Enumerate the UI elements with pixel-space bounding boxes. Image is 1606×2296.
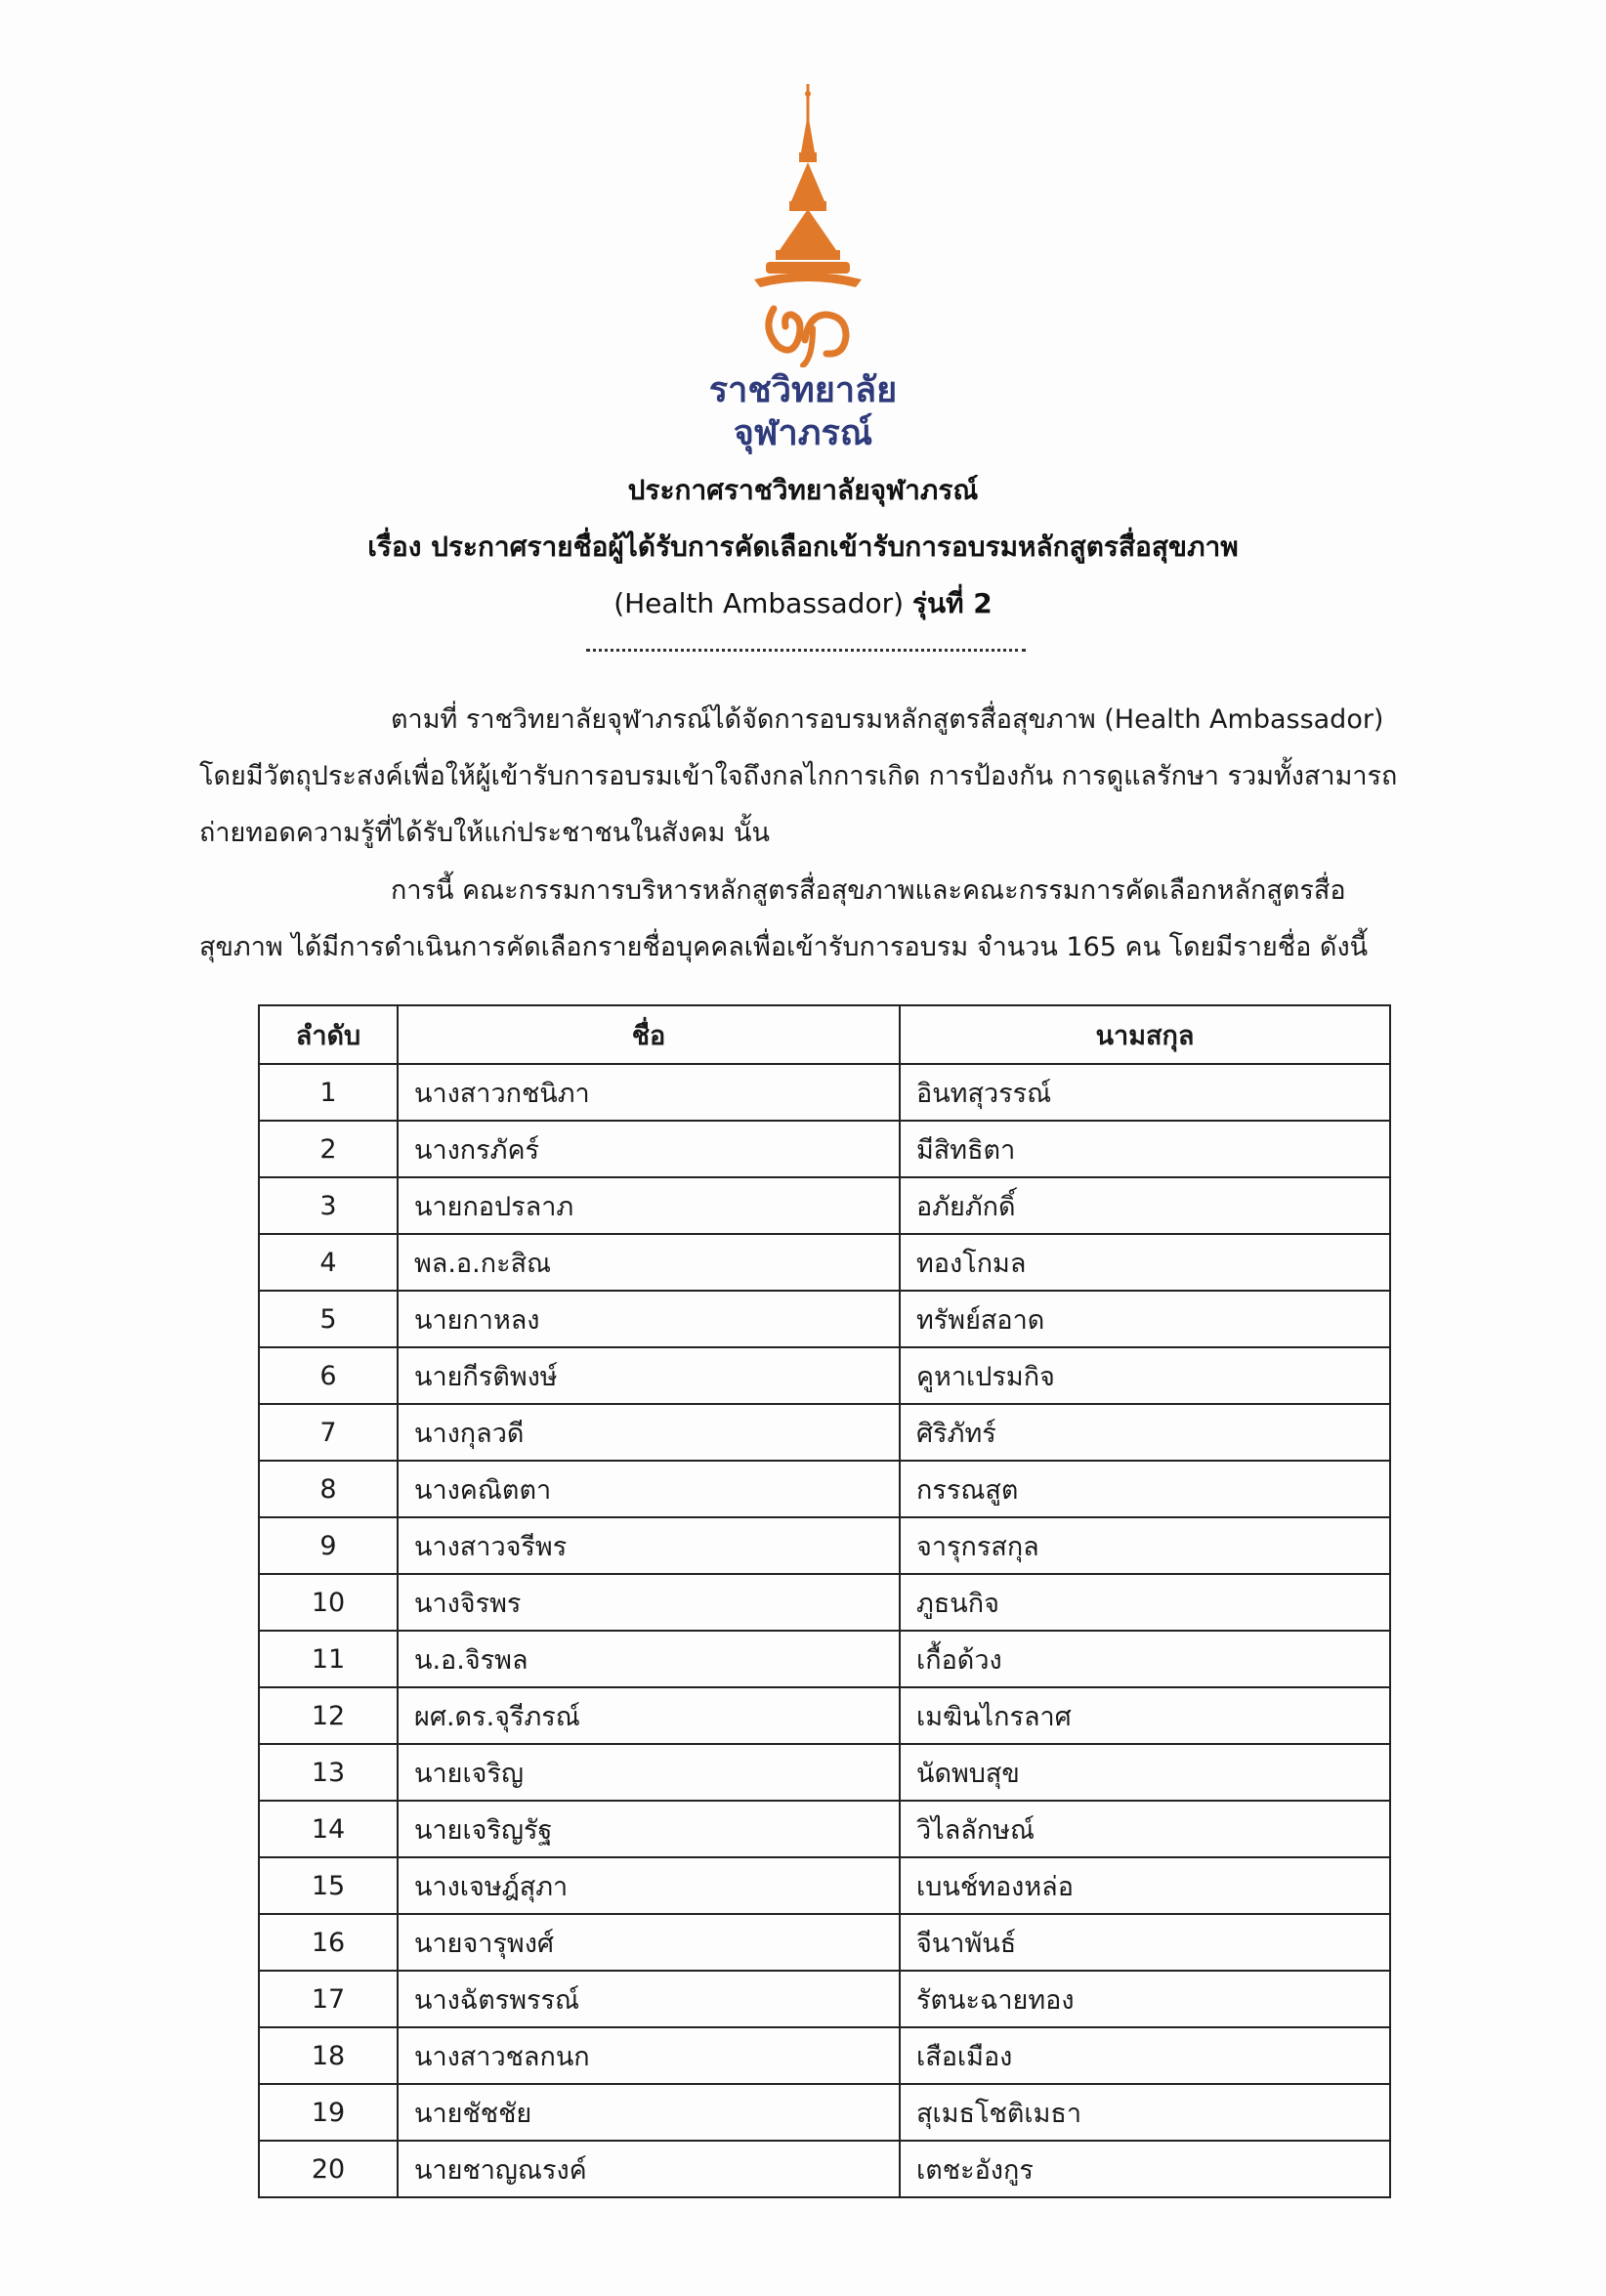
cell-no: 9 xyxy=(259,1517,398,1574)
cell-first-name: พล.อ.กะสิณ xyxy=(398,1234,900,1291)
cell-first-name: นางสาวกชนิภา xyxy=(398,1064,900,1121)
cell-first-name: นางสาวชลกนก xyxy=(398,2027,900,2084)
cell-last-name: ทรัพย์สอาด xyxy=(900,1291,1390,1347)
cell-last-name: อินทสุวรรณ์ xyxy=(900,1064,1390,1121)
cell-first-name: นางจิรพร xyxy=(398,1574,900,1631)
table-row xyxy=(259,2141,1390,2197)
table-row xyxy=(259,1971,1390,2027)
cell-last-name: รัตนะฉายทอง xyxy=(900,1971,1390,2027)
cell-last-name: เบนช์ทองหล่อ xyxy=(900,1857,1390,1914)
paragraph-1-line: ตามที่ ราชวิทยาลัยจุฬาภรณ์ได้จัดการอบรมหลักสูตรสื่อสุขภาพ (Health Ambassador) xyxy=(391,704,1384,735)
cell-no: 8 xyxy=(259,1461,398,1517)
paragraph-2 xyxy=(199,863,1420,976)
table-row xyxy=(259,1687,1390,1744)
header-no: ลำดับ xyxy=(259,1005,398,1064)
cell-first-name: นายจารุพงศ์ xyxy=(398,1914,900,1971)
table-row xyxy=(259,1234,1390,1291)
paragraph-1-line: ถ่ายทอดความรู้ที่ได้รับให้แก่ประชาชนในสังคม นั้น xyxy=(199,818,770,848)
table-row xyxy=(259,1347,1390,1404)
cell-no: 11 xyxy=(259,1631,398,1687)
cell-no: 5 xyxy=(259,1291,398,1347)
announcement-title: ประกาศราชวิทยาลัยจุฬาภรณ์ xyxy=(627,474,979,506)
cell-last-name: ภูธนกิจ xyxy=(900,1574,1390,1631)
cell-no: 15 xyxy=(259,1857,398,1914)
cell-no: 2 xyxy=(259,1121,398,1177)
cell-first-name: นางฉัตรพรรณ์ xyxy=(398,1971,900,2027)
table-row xyxy=(259,1857,1390,1914)
cell-first-name: นายเจริญ xyxy=(398,1744,900,1801)
cell-last-name: คูหาเปรมกิจ xyxy=(900,1347,1390,1404)
table-row xyxy=(259,1177,1390,1234)
subtitle-prefix: (Health Ambassador) xyxy=(613,587,912,619)
cell-no: 13 xyxy=(259,1744,398,1801)
table-header-row xyxy=(259,1005,1390,1064)
table-body xyxy=(259,1064,1390,2197)
cell-last-name: เสือเมือง xyxy=(900,2027,1390,2084)
cell-last-name: ทองโกมล xyxy=(900,1234,1390,1291)
cell-no: 4 xyxy=(259,1234,398,1291)
cell-no: 17 xyxy=(259,1971,398,2027)
cell-first-name: นางกุลวดี xyxy=(398,1404,900,1461)
table-row xyxy=(259,1121,1390,1177)
table-row xyxy=(259,2084,1390,2141)
table-row xyxy=(259,1914,1390,1971)
header-last-name: นามสกุล xyxy=(900,1005,1390,1064)
cell-last-name: อภัยภักดิ์ xyxy=(900,1177,1390,1234)
cell-no: 7 xyxy=(259,1404,398,1461)
cell-no: 18 xyxy=(259,2027,398,2084)
cell-no: 14 xyxy=(259,1801,398,1857)
table-row xyxy=(259,1574,1390,1631)
cell-last-name: วิไลลักษณ์ xyxy=(900,1801,1390,1857)
cell-last-name: มีสิทธิตา xyxy=(900,1121,1390,1177)
cell-last-name: เกื้อด้วง xyxy=(900,1631,1390,1687)
table-row xyxy=(259,1631,1390,1687)
cell-last-name: สุเมธโชติเมธา xyxy=(900,2084,1390,2141)
subtitle-batch: รุ่นที่ 2 xyxy=(911,587,993,619)
cell-last-name: จารุกรสกุล xyxy=(900,1517,1390,1574)
cell-no: 12 xyxy=(259,1687,398,1744)
cell-no: 3 xyxy=(259,1177,398,1234)
cell-first-name: นายกอปรลาภ xyxy=(398,1177,900,1234)
cell-first-name: น.อ.จิรพล xyxy=(398,1631,900,1687)
cell-no: 6 xyxy=(259,1347,398,1404)
cell-last-name: เมฆินไกรลาศ xyxy=(900,1687,1390,1744)
cell-no: 19 xyxy=(259,2084,398,2141)
announcement-subject: เรื่อง ประกาศรายชื่อผู้ได้รับการคัดเลือกเข้ารับการอบรมหลักสูตรสื่อสุขภาพ xyxy=(367,531,1239,563)
cell-no: 16 xyxy=(259,1914,398,1971)
cell-first-name: นายชัชชัย xyxy=(398,2084,900,2141)
cell-last-name: จีนาพันธ์ xyxy=(900,1914,1390,1971)
table-row xyxy=(259,1291,1390,1347)
cell-first-name: นางสาวจรีพร xyxy=(398,1517,900,1574)
header-first-name: ชื่อ xyxy=(398,1005,900,1064)
cell-first-name: นางเจษฎ์สุภา xyxy=(398,1857,900,1914)
cell-first-name: นางกรภัคร์ xyxy=(398,1121,900,1177)
participant-table xyxy=(258,1004,1391,2198)
table-row xyxy=(259,1744,1390,1801)
cell-no: 10 xyxy=(259,1574,398,1631)
cell-last-name: เตชะอังกูร xyxy=(900,2141,1390,2197)
paragraph-1 xyxy=(199,692,1420,862)
cell-last-name: ศิริภัทร์ xyxy=(900,1404,1390,1461)
cell-first-name: นายกาหลง xyxy=(398,1291,900,1347)
cell-no: 20 xyxy=(259,2141,398,2197)
cell-first-name: นายกีรติพงษ์ xyxy=(398,1347,900,1404)
table-row xyxy=(259,1404,1390,1461)
cell-last-name: กรรณสูต xyxy=(900,1461,1390,1517)
cell-no: 1 xyxy=(259,1064,398,1121)
paragraph-2-line: สุขภาพ ได้มีการดำเนินการคัดเลือกรายชื่อบุคคลเพื่อเข้ารับการอบรม จำนวน 165 คน โดยมีรายชื่อ ดังนี้ xyxy=(199,932,1369,962)
table-row xyxy=(259,1517,1390,1574)
table-row xyxy=(259,1064,1390,1121)
paragraph-2-line: การนี้ คณะกรรมการบริหารหลักสูตรสื่อสุขภาพและคณะกรรมการคัดเลือกหลักสูตรสื่อ xyxy=(391,875,1346,906)
table-row xyxy=(259,1461,1390,1517)
cell-first-name: นางคณิตตา xyxy=(398,1461,900,1517)
cell-first-name: นายเจริญรัฐ xyxy=(398,1801,900,1857)
cell-first-name: ผศ.ดร.จุรีภรณ์ xyxy=(398,1687,900,1744)
royal-crown-emblem-icon xyxy=(744,84,871,367)
cell-first-name: นายชาญณรงค์ xyxy=(398,2141,900,2197)
institution-name-line1: ราชวิทยาลัย xyxy=(708,370,898,410)
table-row xyxy=(259,2027,1390,2084)
paragraph-1-line: โดยมีวัตถุประสงค์เพื่อให้ผู้เข้ารับการอบรมเข้าใจถึงกลไกการเกิด การป้องกัน การดูแลรักษา รวมทั้งสามารถ xyxy=(199,761,1398,791)
cell-last-name: นัดพบสุข xyxy=(900,1744,1390,1801)
table-row xyxy=(259,1801,1390,1857)
dotted-separator xyxy=(586,649,1026,652)
institution-name-line2: จุฬาภรณ์ xyxy=(733,413,873,453)
announcement-subtitle xyxy=(0,584,1606,623)
